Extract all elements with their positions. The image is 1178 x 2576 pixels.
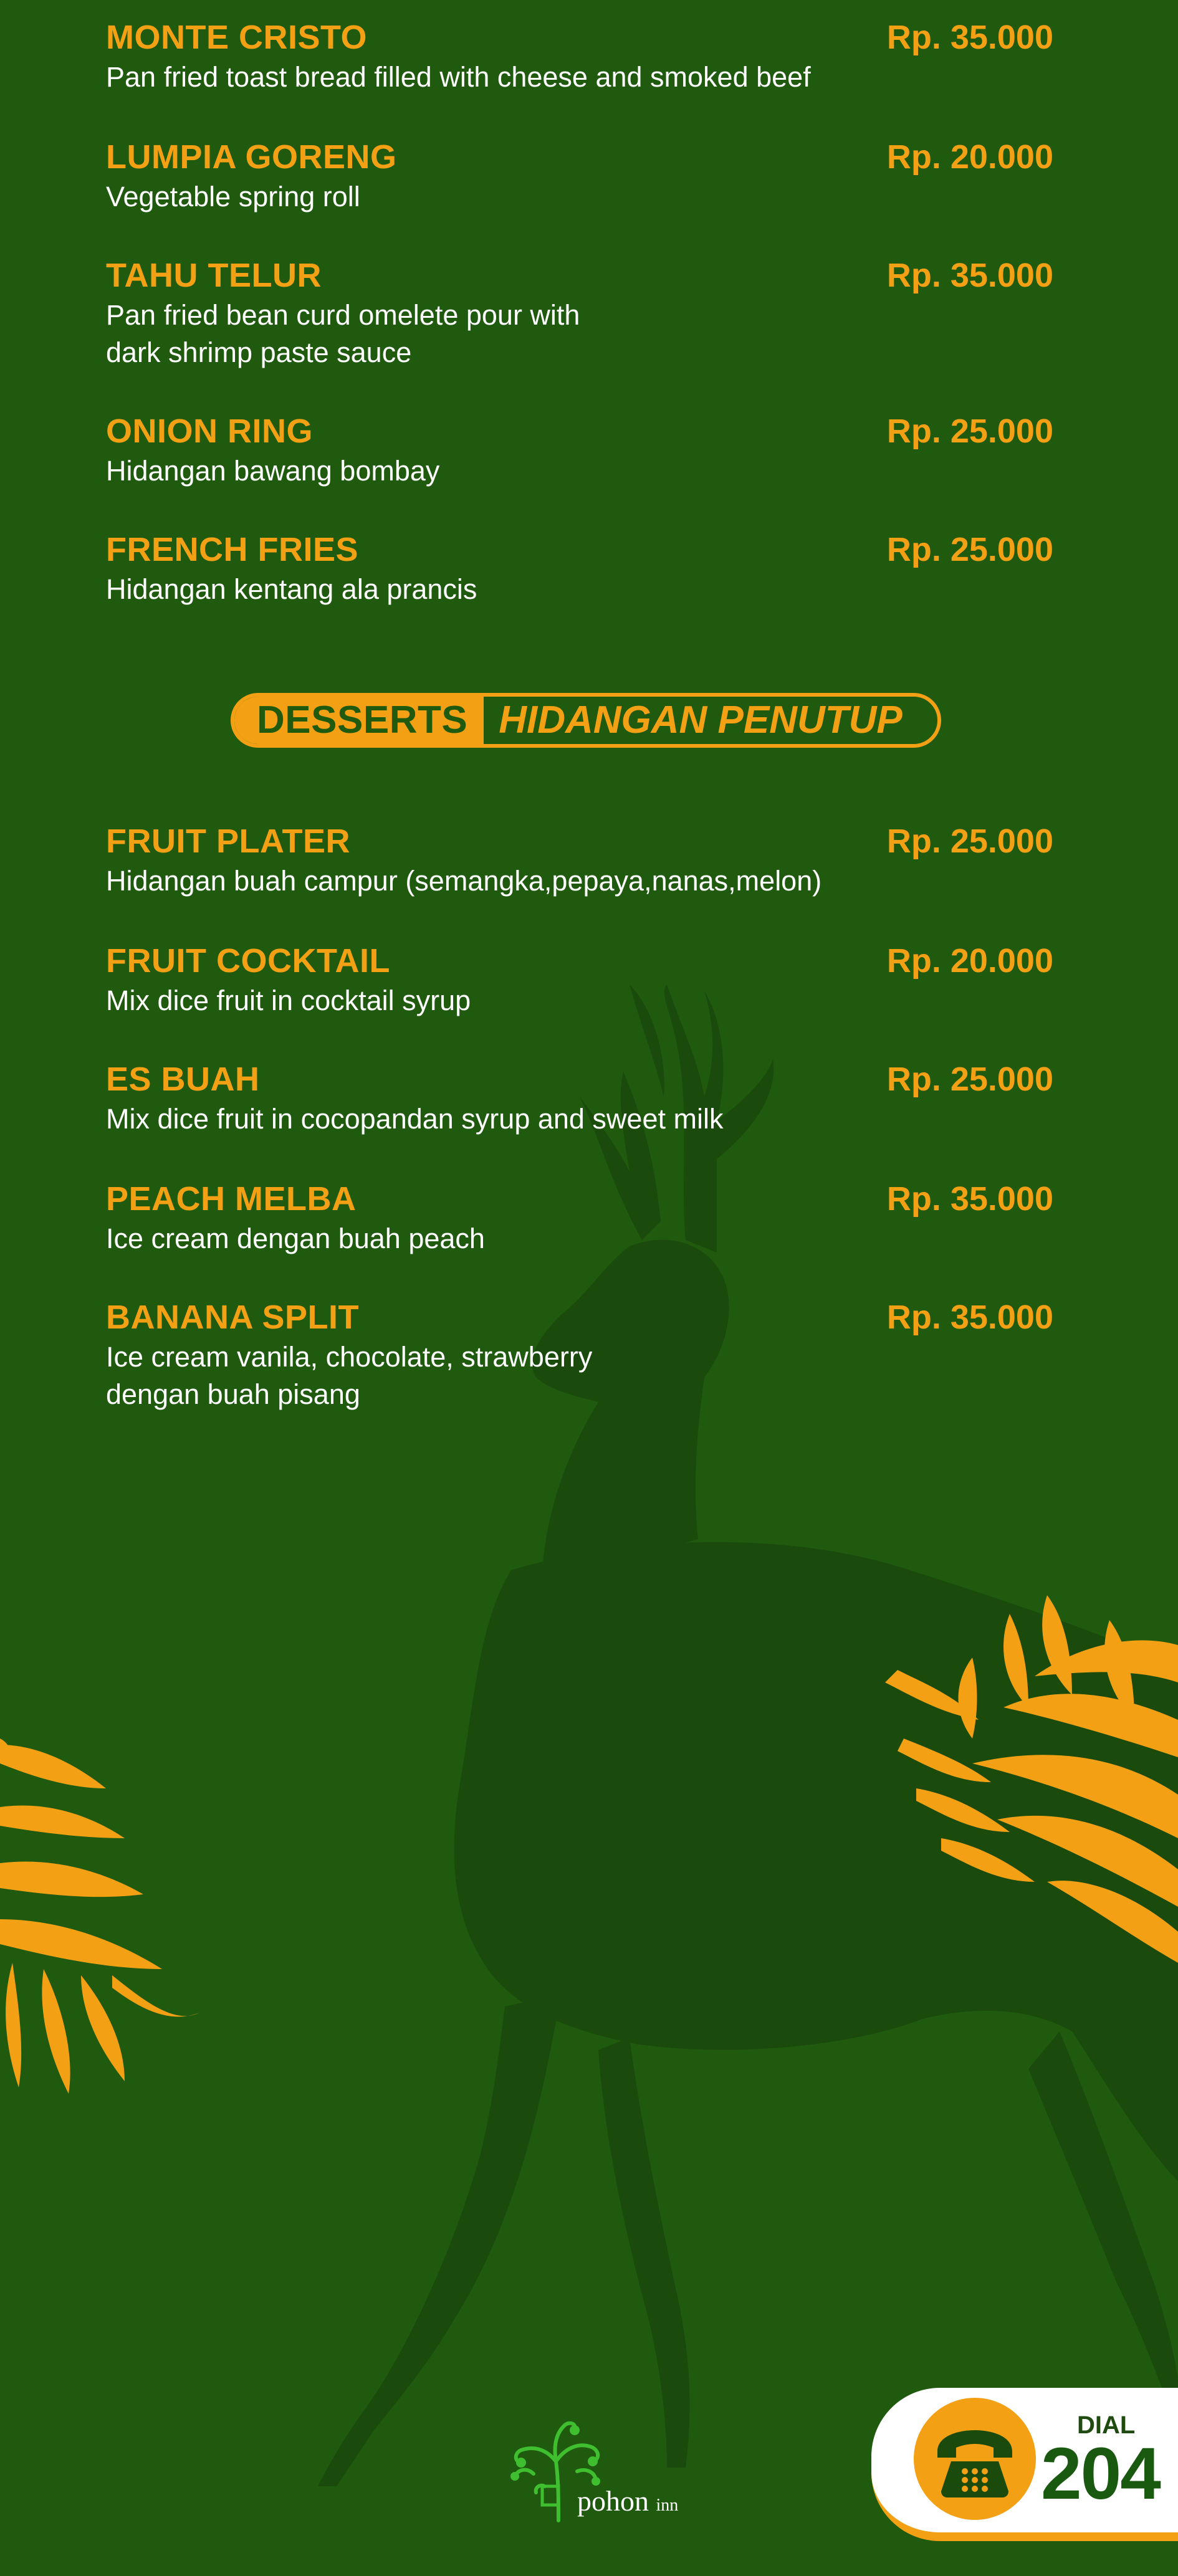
section-title-english: DESSERTS	[234, 697, 484, 744]
menu-item-description: Hidangan buah campur (semangka,pepaya,nanas,melon)	[106, 865, 822, 897]
phone-badge	[914, 2398, 1036, 2520]
menu-item-name: MONTE CRISTO	[106, 19, 368, 56]
menu-item-name: ES BUAH	[106, 1061, 260, 1098]
menu-item-name: LUMPIA GORENG	[106, 138, 397, 176]
menu-item-price: Rp. 35.000	[886, 19, 1053, 56]
menu-item-description: Hidangan kentang ala prancis	[106, 573, 477, 605]
menu-item-description: Pan fried toast bread filled with cheese and smoked beef	[106, 61, 811, 93]
room-service-dial	[871, 2388, 1178, 2541]
menu-item-name: FRUIT PLATER	[106, 823, 350, 860]
dial-label: DIAL	[1077, 2411, 1136, 2439]
menu-item-price: Rp. 25.000	[886, 531, 1053, 568]
menu-item-description: Hidangan bawang bombay	[106, 455, 440, 487]
pohon-inn-logo	[496, 2411, 677, 2536]
menu-item-description: Ice cream dengan buah peach	[106, 1223, 485, 1254]
menu-item-name: TAHU TELUR	[106, 257, 322, 294]
dial-number: 204	[1041, 2433, 1160, 2515]
menu-item-description: Pan fried bean curd omelete pour with dark shrimp paste sauce	[106, 299, 580, 368]
telephone-icon	[914, 2398, 1036, 2520]
logo-name: pohon	[577, 2485, 649, 2517]
menu-item-price: Rp. 35.000	[886, 1180, 1053, 1218]
menu-item-price: Rp. 20.000	[886, 138, 1053, 176]
menu-item-name: PEACH MELBA	[106, 1180, 357, 1218]
leaf-branch-left	[0, 1739, 199, 2094]
menu-item-description: Mix dice fruit in cocktail syrup	[106, 985, 471, 1016]
logo-suffix: inn	[656, 2496, 679, 2515]
menu-item-price: Rp. 20.000	[886, 942, 1053, 980]
menu-item-name: BANANA SPLIT	[106, 1299, 359, 1336]
menu-item-price: Rp. 25.000	[886, 823, 1053, 860]
menu-item-description: Vegetable spring roll	[106, 181, 360, 212]
menu-item-price: Rp. 25.000	[886, 1061, 1053, 1098]
menu-item-price: Rp. 35.000	[886, 257, 1053, 294]
section-title-indonesian: HIDANGAN PENUTUP	[499, 699, 903, 742]
logo-wordmark	[577, 2484, 678, 2523]
menu-item-name: ONION RING	[106, 413, 314, 450]
menu-item-name: FRUIT COCKTAIL	[106, 942, 390, 980]
menu-item-name: FRENCH FRIES	[106, 531, 359, 568]
desserts-section-header	[231, 693, 941, 748]
menu-item-price: Rp. 35.000	[886, 1299, 1053, 1336]
menu-item-description: Mix dice fruit in cocopandan syrup and sweet milk	[106, 1103, 724, 1135]
menu-item-price: Rp. 25.000	[886, 413, 1053, 450]
menu-item-description: Ice cream vanila, chocolate, strawberry dengan buah pisang	[106, 1341, 593, 1410]
